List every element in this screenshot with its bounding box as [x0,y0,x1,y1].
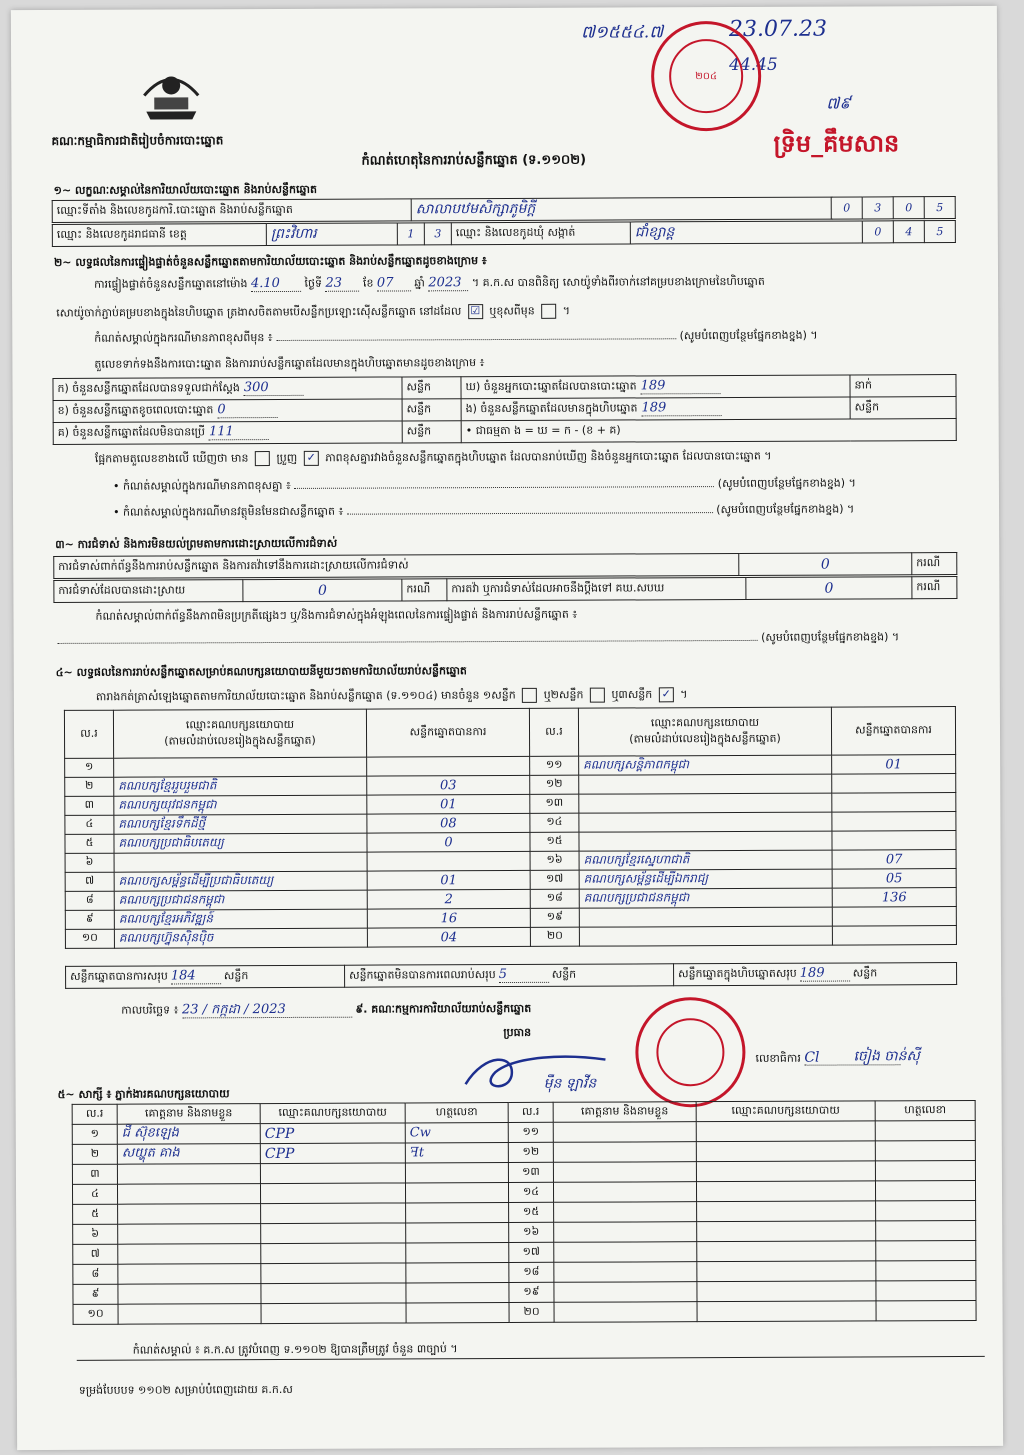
col-party: ឈ្មោះគណបក្សនយោបាយ [696,1101,875,1122]
party-name: គណបក្សខ្មែររួបរួមជាតិ [114,776,367,796]
appeal-unit: ករណី [912,577,957,599]
witness-signature [406,1202,509,1222]
figures-intro: តួលេខទាក់ទងនឹងការបោះឆ្នោត និងការរាប់សន្លឹកឆ្នោតដែលមានក្នុងហិបឆ្នោតមានដូចខាងក្រោម ៖ [94,356,485,371]
total-invalid-label: សន្លឹកឆ្នោតមិនបានការពេលរាប់សរុប [349,968,496,982]
witness-party [260,1183,405,1204]
seal-status-text: សោយ៉ូចាក់ភ្ជាប់គម្របខាងក្នុងនៃហិបឆ្នោត ត្រងាសចិតតាមបើសន្លឹកប្រឡោះស៊ើសន្លឹកឆ្នោត នៅដដែល [56,304,462,320]
seal-emblem: ២០៤ [669,39,743,113]
row-number: ១៦ [509,1222,554,1242]
witness-name [554,1282,697,1303]
official-seal-top [651,21,761,131]
spoiled-ballots-value: 0 [217,402,277,418]
three-sheets-checkbox[interactable]: ✓ [659,687,674,702]
total-inbox-unit: សន្លឹក [852,966,878,980]
witness-signature [406,1242,509,1262]
witness-name [554,1222,697,1243]
resolved-count: 0 [243,579,402,602]
col-party [113,709,366,758]
party-name: គណបក្សប្រជាធិបតេយ្យ [114,833,367,853]
witness-table [72,1100,977,1325]
row-number: ១៣ [508,1162,553,1182]
objections-table [53,552,957,579]
fill-note: (សូមបំពេញបន្ថែមផ្នែកខាងខ្នង) ។ [761,630,900,644]
commune-code-digit: 5 [924,221,955,243]
row-number: ៣ [65,796,114,815]
row-number: ១១ [508,1122,553,1142]
witness-signature [406,1282,509,1302]
party-name: គណបក្សសម្ព័ន្ធដើម្បីឯករាជ្យ [579,869,832,889]
row-number: ១៧ [530,870,579,889]
handwritten-number: ៧១៥៥៤.៧ [580,22,664,43]
witness-name [553,1182,696,1203]
party-votes: 08 [367,813,530,833]
party-name: គណបក្សសន្តិភាពកម្ពុជា [579,755,832,775]
witness-party [697,1261,876,1282]
party-name [114,757,367,777]
difference-label: ភាពខុសគ្នារវាងចំនួនសន្លឹកឆ្នោតក្នុងហិបឆ្នោត ដែលបានរាប់ឃើញ និងចំនួនអ្នកបោះឆ្នោត ដែលបានបោះឆ្នោត ។ [325,449,772,465]
row-number: ៥ [65,834,114,853]
witness-party [261,1243,406,1264]
witness-name [117,1164,260,1185]
difference-checkbox[interactable]: ✓ [304,451,319,466]
comparison-line [95,449,772,467]
two-sheets-label: ឬ២សន្លឹក [543,688,584,702]
foreign-object-note-label: • កំណត់សម្គាល់ក្នុងករណីមានវត្ថុមិនមែនជាសន្លឹកឆ្នោត ៖ [113,504,344,519]
party-votes: 2 [367,889,530,909]
row-number: ៨ [73,1264,118,1284]
party-name: គណបក្សហ្វ៊ុនស៊ិនប៉ិច [114,928,367,948]
party-name: គណបក្សខ្មែរអភិវឌ្ឍន៍ [114,909,367,929]
party-name [114,852,367,872]
tally-sheet-line: តារាងកត់ត្រាសំឡេងឆ្នោតតាមការិយាល័យបោះឆ្នោត និងរាប់សន្លឹកឆ្នោត (ទ.១១០៤) មានចំនួន ១សន្លឹក ឬ២សន្លឹក ឬ៣សន្លឹក ✓ ។ [95,687,688,704]
party-votes [832,774,956,794]
vote-totals-table [65,962,957,989]
row-number: ១៥ [530,832,579,851]
change-note-field[interactable] [276,338,676,341]
col-party-label: ឈ្មោះគណបក្សនយោបាយ [185,717,295,731]
unused-ballots-value: 111 [209,424,269,440]
seal-status-line: សោយ៉ូចាក់ភ្ជាប់គម្របខាងក្នុងនៃហិបឆ្នោត ត្រងាសចិតតាមបើសន្លឹកប្រឡោះស៊ើសន្លឹកឆ្នោត នៅដដែល ☑ ឬខុសពីមុន ។ [56,304,571,320]
col-party [578,707,831,756]
row-number: ២០ [530,927,579,946]
has-checkbox[interactable] [255,451,270,466]
witness-signature: Cw [405,1122,508,1142]
witness-party [697,1201,876,1222]
handwritten-mark: ៧៩ [826,93,851,113]
three-sheets-label: ឬ៣សន្លឹក [611,687,653,702]
changed-checkbox[interactable] [541,304,556,319]
row-number: ១២ [508,1142,553,1162]
party-votes [367,756,530,776]
col-no: ល.រ [508,1102,553,1122]
party-name: គណបក្សសម្ព័ន្ធដើម្បីប្រជាធិបតេយ្យ [114,871,367,891]
two-sheets-checkbox[interactable] [590,688,605,703]
figure-label: ក) ចំនួនសន្លឹកឆ្នោតដែលបានទទួលជាក់ស្តែង [57,381,240,395]
party-name: គណបក្សប្រជាជនកម្ពុជា [579,888,832,908]
party-votes: 01 [367,794,530,814]
commune-label: ឈ្មោះ និងលេខកូដឃុំ សង្កាត់ [451,222,630,245]
secretary-label: លេខាធិការ [755,1051,801,1065]
row-number: ២០ [509,1302,554,1322]
seal-emblem [656,1018,724,1086]
province-label: ឈ្មោះ និងលេខកូដរាជធានី ខេត្ត [52,224,266,247]
chair-name: ម៉ឺន ឡាវីន [543,1075,597,1092]
witness-party [261,1203,406,1224]
witness-name [553,1142,696,1163]
party-votes [832,926,956,946]
chair-label: ប្រធាន [503,1025,532,1040]
date-value: 23 / កក្កដា / 2023 [182,1003,352,1019]
row-number: ១៩ [530,908,579,927]
year-label: ឆ្នាំ [414,276,425,290]
party-name: គណបក្សខ្មែរទឹកដីថ្មី [114,814,367,834]
figure-label: គ) ចំនួនសន្លឹកឆ្នោតដែលមិនបានប្រើ [57,425,205,439]
province-commune-table [52,220,956,247]
location-code-digit: 0 [893,197,924,219]
form-title: កំណត់ហេតុនៃការរាប់សន្លឹកឆ្នោត (ទ.១១០២) [361,152,587,169]
verification-time: 4.10 [251,277,301,292]
location-table [52,196,956,223]
verification-text: ការផ្ទៀងផ្ទាត់ចំនួនសន្លឹកឆ្នោតនៅម៉ោង [94,277,248,291]
witness-party [261,1303,406,1324]
witness-name [553,1162,696,1183]
total-invalid-unit: សន្លឹក [551,967,577,981]
col-sign: ហត្ថលេខា [405,1102,508,1122]
row-number: ៤ [65,815,114,834]
witness-name [554,1202,697,1223]
witness-signature [876,1240,976,1260]
row-number: ៦ [65,853,114,872]
witness-party [697,1221,876,1242]
party-votes: 136 [832,888,956,908]
foreign-object-note-field[interactable] [347,512,713,515]
party-votes: 05 [832,869,956,889]
party-name [579,793,832,813]
total-inbox-label: សន្លឹកឆ្នោតក្នុងហិបឆ្នោតសរុប [678,966,797,981]
row-number: ១៣ [530,794,579,813]
resolved-objections-table [53,576,957,603]
secretary-signature[interactable]: Cl [804,1050,900,1065]
row-number: ៩ [73,1284,118,1304]
witness-name [118,1244,261,1265]
row-number: ៤ [72,1184,117,1204]
section4-title: ៤~ លទ្ធផលនៃការរាប់សន្លឹកឆ្នោតសម្រាប់គណបក្សនយោបាយនីមួយៗតាមការិយាល័យរាប់សន្លឹកឆ្នោត [55,664,467,679]
witness-party: CPP [260,1123,405,1144]
fill-note: (សូមបំពេញបន្ថែមផ្នែកខាងខ្នង) ។ [716,502,855,517]
footnote: កំណត់សម្គាល់ ៖ គ.ក.ស ត្រូវបំពេញ ទ.១១០២ ឱ្យបានត្រឹមត្រូវ ចំនួន ៣ច្បាប់ ។ [132,1342,458,1357]
witness-party: CPP [260,1143,405,1164]
figure-unit: សន្លឹក [850,397,956,419]
unchanged-checkbox[interactable]: ☑ [468,304,483,319]
ballot-figures-table [52,374,956,445]
party-votes [832,907,956,927]
party-votes: 16 [367,908,530,928]
footer-text: ទម្រង់បែបបទ ១១០២ សម្រាប់បំពេញដោយ គ.ក.ស [78,1382,293,1397]
handwritten-date: 23.07.23 [728,16,827,43]
witness-signature [876,1200,976,1220]
irregularity-note-label: កំណត់សម្គាល់ពាក់ព័ន្ធនឹងភាពមិនប្រក្រតីផ្សេងៗ ឬ/និងការជំទាស់ក្នុងអំឡុងពេលនៃការផ្ទៀងផ្ទាត់ និងការរាប់សន្លឹកឆ្នោត ៖ [95,607,578,623]
org-name: គណៈកម្មាធិការជាតិរៀបចំការបោះឆ្នោត [51,133,224,148]
objection-label: ការជំទាស់ពាក់ព័ន្ធនឹងការរាប់សន្លឹកឆ្នោត និងការតវ៉ាទៅនឹងការដោះស្រាយលើការជំទាស់ [54,553,739,578]
province-code-digit: 1 [397,223,424,245]
appeal-count: 0 [746,577,912,600]
row-number: ១០ [65,929,114,948]
col-party-label: ឈ្មោះគណបក្សនយោបាយ [650,715,760,729]
col-party: ឈ្មោះគណបក្សនយោបាយ [260,1103,405,1124]
row-number: ១៥ [509,1202,554,1222]
no-diff-label: ប្រួញ [276,451,298,465]
witness-name: សយ្ហុត គាង [117,1144,260,1165]
form-sheet [11,6,1003,1450]
location-code-digit: 0 [831,197,862,219]
witness-party [260,1163,405,1184]
row-number: ១២ [530,775,579,794]
witness-signature [875,1180,975,1200]
party-name: គណបក្សយុវជនកម្ពុជា [114,795,367,815]
official-seal-bottom [635,997,745,1107]
witness-signature [406,1302,509,1322]
witness-signature [876,1300,976,1320]
total-invalid-value: 5 [499,967,549,983]
witness-party [696,1161,875,1182]
row-number: ១៦ [530,851,579,870]
party-name: គណបក្សប្រជាជនកម្ពុជា [114,890,367,910]
location-value: សាលាបឋមសិក្សាភូមិក្តី [411,197,831,221]
verification-month: 07 [377,276,411,291]
party-name [579,831,832,851]
party-votes: 01 [832,755,956,775]
witness-party [261,1263,406,1284]
figure-unit: សន្លឹក [402,421,461,443]
witness-name [118,1304,261,1325]
col-no: ល.រ [72,1104,117,1124]
total-inbox-value: 189 [800,966,850,982]
commune-value: ជាំខ្សាន្ត [630,221,862,244]
one-sheet-checkbox[interactable] [522,688,537,703]
difference-note-label: • កំណត់សម្គាល់ក្នុងករណីមានភាពខុសគ្នា ៖ [112,478,291,493]
verification-year: 2023 [428,276,468,291]
voters-value: 189 [641,378,721,394]
party-votes: 03 [367,775,530,795]
witness-signature [405,1162,508,1182]
witness-party [696,1121,875,1142]
witness-name: ជី ស៊ុខឡេង [117,1124,260,1145]
row-number: ១ [72,1124,117,1144]
witness-name [118,1204,261,1225]
witness-name [554,1302,697,1323]
objection-unit: ករណី [912,553,957,575]
resolved-unit: ករណី [402,579,447,601]
commune-code-digit: 0 [862,221,893,243]
col-name: គោត្តនាម និងនាមខ្លួន [553,1102,696,1123]
witness-party [697,1301,876,1322]
party-votes [832,812,956,832]
figure-unit: សន្លឹក [402,399,461,421]
name-stamp: ទ្រិម_គឹមសាន [773,129,900,158]
witness-name [554,1242,697,1263]
witness-name [553,1122,696,1143]
witness-signature [875,1140,975,1160]
foreign-object-note-line [113,502,854,519]
row-number: ១៤ [508,1182,553,1202]
handwritten-code: 44.45 [729,54,778,76]
row-number: ១៧ [509,1242,554,1262]
row-number: ៧ [73,1244,118,1264]
section3-title: ៣~ ការជំទាស់ និងការមិនយល់ព្រមតាមការដោះស្រាយលើការជំទាស់ [55,536,338,551]
col-votes: សន្លឹកឆ្នោតបានការ [366,708,529,757]
row-number: ៣ [72,1164,117,1184]
committee-label: ៩. គណៈកម្មការការិយាល័យរាប់សន្លឹកឆ្នោត [355,1001,532,1016]
witness-party [696,1141,875,1162]
witness-signature [405,1182,508,1202]
resolved-label: ការជំទាស់ដែលបានដោះស្រាយ [54,580,243,603]
row-number: ១៨ [530,889,579,908]
verification-day: 23 [325,277,359,292]
section1-title: ១~ លក្ខណៈសម្គាល់នៃការិយាល័យបោះឆ្នោត និងរាប់សន្លឹកឆ្នោត [53,182,317,197]
witness-party [261,1283,406,1304]
appeal-label: ការតវ៉ា ឬការជំទាស់ដែលអាចនឹងប្តឹងទៅ គឃ.សបឃ [447,577,746,600]
witness-signature [875,1160,975,1180]
figure-label: ឃ) ចំនួនអ្នកបោះឆ្នោតដែលបានបោះឆ្នោត [465,379,637,394]
col-votes: សន្លឹកឆ្នោតបានការ [831,707,955,756]
total-valid-label: សន្លឹកឆ្នោតបានការសរុប [70,969,168,983]
nec-logo [136,61,206,123]
row-number: ៧ [65,872,114,891]
difference-note-field[interactable] [294,486,714,489]
party-name [579,774,832,794]
party-name [579,812,832,832]
change-note-label: កំណត់សម្គាល់ក្នុងករណីមានភាពខុសពីមុន ៖ [94,331,273,345]
col-party-sub: (តាមលំដាប់លេខរៀងក្នុងសន្លឹកឆ្នោត) [629,731,781,745]
witness-row [73,1300,976,1324]
row-number: ៨ [65,891,114,910]
row-number: ១៨ [509,1262,554,1282]
irregularity-note-line [58,630,900,648]
difference-note-line [113,476,856,493]
fill-note: (សូមបំពេញបន្ថែមផ្នែកខាងខ្នង) ។ [717,476,856,491]
witness-signature [876,1220,976,1240]
party-name [579,926,832,946]
row-number: ១០ [73,1304,118,1324]
party-name: គណបក្សខ្មែរស្នេហាជាតិ [579,850,832,870]
day-label: ថ្ងៃទី [304,276,322,290]
row-number: ២ [72,1144,117,1164]
figure-label: ខ) ចំនួនសន្លឹកឆ្នោតខូចពេលបោះឆ្នោត [57,403,214,417]
row-number: ១៤ [530,813,579,832]
province-code-digit: 3 [424,223,451,245]
witness-signature: ꟻt [405,1142,508,1162]
col-no: ល.រ [64,710,113,758]
witness-signature [406,1222,509,1242]
party-votes [832,793,956,813]
witness-signature [876,1260,976,1280]
changed-label: ឬខុសពីមុន [489,304,535,318]
party-votes [832,831,956,851]
col-party-sub: (តាមលំដាប់លេខរៀងក្នុងសន្លឹកឆ្នោត) [164,733,316,747]
witness-name [117,1184,260,1205]
party-votes: 07 [832,850,956,870]
party-votes: 0 [367,832,530,852]
total-valid-value: 184 [171,968,221,984]
witness-party [696,1181,875,1202]
month-label: ខែ [362,276,374,290]
row-number: ៦ [73,1224,118,1244]
party-votes-table [64,706,957,949]
objection-count: 0 [739,553,912,576]
witness-party [261,1223,406,1244]
witness-signature [875,1120,975,1140]
witness-signature [876,1280,976,1300]
ballots-in-box-value: 189 [641,400,721,416]
date-line [121,1002,531,1019]
change-note-line [94,329,817,346]
row-number: ១ [65,758,114,777]
row-number: ១១ [530,756,579,775]
witness-name [118,1264,261,1285]
row-number: ១៩ [509,1282,554,1302]
witness-party [697,1281,876,1302]
witness-party [697,1241,876,1262]
location-code-digit: 5 [924,197,955,219]
witness-name [118,1284,261,1305]
party-votes: 01 [367,870,530,890]
party-name [579,907,832,927]
irregularity-note-field[interactable] [58,640,758,644]
received-ballots-value: 300 [244,380,304,396]
fill-note: (សូមបំពេញបន្ថែមផ្នែកខាងខ្នង) ។ [679,328,818,343]
secretary-name: ចៀង ចាន់ស៊ី [853,1048,920,1065]
tally-sheet-text: តារាងកត់ត្រាសំឡេងឆ្នោតតាមការិយាល័យបោះឆ្នោត និងរាប់សន្លឹកឆ្នោត (ទ.១១០៤) មានចំនួន ១សន្លឹក [95,688,516,704]
witness-signature [406,1262,509,1282]
date-label: កាលបរិច្ឆេទ ៖ [121,1003,179,1017]
figure-label: ង) ចំនួនសន្លឹកឆ្នោតដែលមានក្នុងហិបឆ្នោត [465,401,638,416]
row-number: ៩ [65,910,114,929]
total-valid-unit: សន្លឹក [223,969,249,983]
witness-name [554,1262,697,1283]
location-code-digit: 3 [862,197,893,219]
row-number: ៥ [73,1204,118,1224]
formula-note: • ជាធម្មតា ង = ឃ = ក - (ខ + គ) [461,419,956,443]
verification-text-end: ។ គ.ក.ស បានពិនិត្យ សោយ៉ូទាំងពីរចាក់នៅគម្របខាងក្រោមនៃហិបឆ្នោត [471,274,765,290]
province-value: ព្រះវិហារ [266,223,397,246]
col-name: គោត្តនាម និងនាមខ្លួន [117,1104,260,1125]
col-sign: ហត្ថលេខា [875,1100,975,1120]
section2-title: ២~ លទ្ធផលនៃការផ្ទៀងផ្ទាត់ចំនួនសន្លឹកឆ្នោតតាមការិយាល័យបោះឆ្នោត និងរាប់សន្លឹកឆ្នោតដូចខាងក្រោម ៖ [53,254,487,269]
row-number: ២ [65,777,114,796]
figure-unit: នាក់ [850,375,956,397]
comparison-text: ផ្អែកតាមតួលេខខាងលើ ឃើញថា មាន [94,451,249,466]
party-votes: 04 [367,927,530,947]
figure-unit: សន្លឹក [402,377,461,399]
commune-code-digit: 4 [893,221,924,243]
vote-row [65,926,956,949]
col-no: ល.រ [529,708,578,756]
section5-title: ៥~ សាក្សី ៖ ភ្នាក់ងារគណបក្សនយោបាយ [57,1087,230,1101]
location-label: ឈ្មោះទីតាំង និងលេខកូដការិ.បោះឆ្នោត និងរាប់សន្លឹកឆ្នោត [52,199,411,223]
witness-name [118,1224,261,1245]
party-votes [367,851,530,871]
verification-line [94,275,765,293]
